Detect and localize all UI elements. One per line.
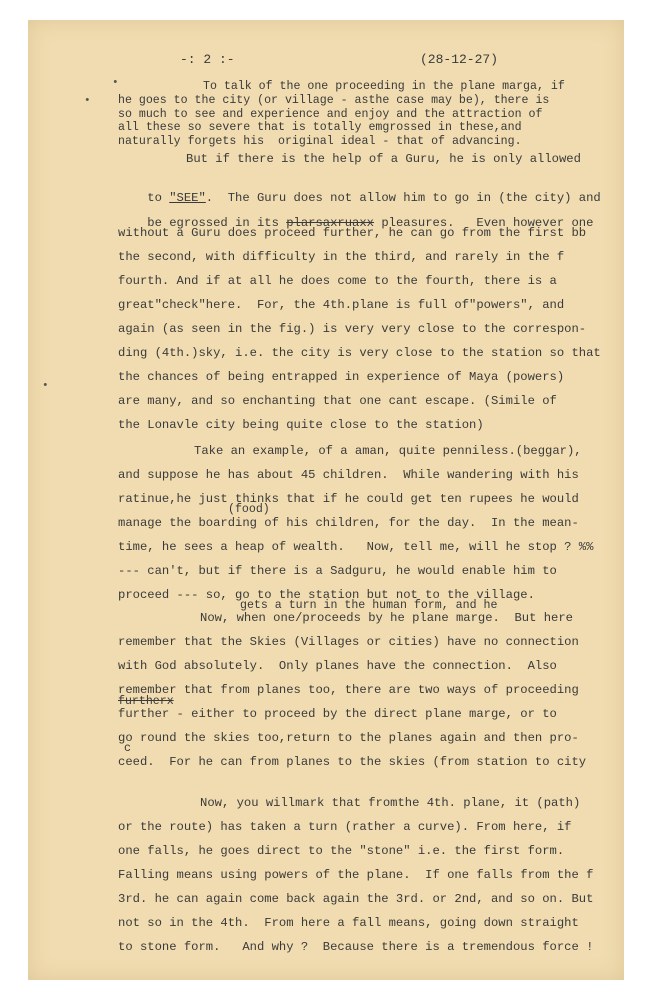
- insertion-food: (food): [228, 503, 270, 516]
- para3-line: and suppose he has about 45 children. While wandering with his: [118, 468, 579, 482]
- para2-line: fourth. And if at all he does come to the fourth, there is a: [118, 274, 557, 288]
- para3-line: proceed --- so, go to the station but not to the village.: [118, 588, 535, 602]
- para2-line: the chances of being entrapped in experience of Maya (powers): [118, 370, 565, 384]
- para1-line: all these so severe that is totally emgrossed in these,and: [118, 121, 522, 134]
- para2-line: great"check"here. For, the 4th.plane is full of"powers", and: [118, 298, 565, 312]
- para3-line: manage the boarding of his children, for the day. In the mean-: [118, 516, 579, 530]
- para2-line: again (as seen in the fig.) is very very close to the correspon-: [118, 322, 587, 336]
- para3-line: Take an example, of a aman, quite penniless.(beggar),: [194, 444, 582, 458]
- para2-line: are many, and so enchanting that one cant escape. (Simile of: [118, 394, 557, 408]
- insertion-c: c: [124, 742, 131, 755]
- para4-line: further - either to proceed by the direct plane marge, or to: [118, 707, 557, 721]
- para4-line: ceed. For he can from planes to the skies (from station to city: [118, 755, 587, 769]
- para5-line: or the route) has taken a turn (rather a curve). From here, if: [118, 820, 572, 834]
- para4-line: Now, when one/proceeds by he plane marge. But here: [200, 611, 573, 625]
- margin-mark: •: [84, 95, 91, 107]
- para2-line: without a Guru does proceed further, he can go from the first bb: [118, 226, 587, 240]
- para5-line: one falls, he goes direct to the "stone" i.e. the first form.: [118, 844, 565, 858]
- para1-line: he goes to the city (or village - asthe case may be), there is: [118, 94, 550, 107]
- para2-text: to: [147, 191, 170, 205]
- para5-line: 3rd. he can again come back again the 3rd. or 2nd, and so on. But: [118, 892, 594, 906]
- para1-line: so much to see and experience and enjoy and the attraction of: [118, 108, 543, 121]
- para3-line: --- can't, but if there is a Sadguru, he would enable him to: [118, 564, 557, 578]
- para5-line: Now, you willmark that fromthe 4th. plane, it (path): [200, 796, 581, 810]
- para2-text: be egrossed in its: [147, 216, 287, 230]
- para5-line: not so in the 4th. From here a fall means, going down straight: [118, 916, 579, 930]
- para2-text: . The Guru does not allow him to go in (the city) and: [205, 191, 601, 205]
- para2-line: But if there is the help of a Guru, he is only allowed: [186, 152, 581, 166]
- para4-line: go round the skies too,return to the planes again and then pro-: [118, 731, 579, 745]
- page-date: (28-12-27): [420, 52, 499, 67]
- para2-text: pleasures. Even however one: [374, 216, 594, 230]
- para4-line: remember that the Skies (Villages or cities) have no connection: [118, 635, 579, 649]
- para2-line: the Lonavle city being quite close to the station): [118, 418, 484, 432]
- typewritten-page: [28, 20, 624, 980]
- struck-word: plarsaxruaxx: [286, 216, 374, 230]
- para1-line: naturally forgets his original ideal - that of advancing.: [118, 135, 522, 148]
- insertion-line: gets a turn in the human form, and he: [240, 599, 498, 612]
- struck-insertion: furtherx: [118, 695, 174, 708]
- para2-line: ding (4th.)sky, i.e. the city is very close to the station so that: [118, 346, 601, 360]
- para4-line: with God absolutely. Only planes have the connection. Also: [118, 659, 557, 673]
- para3-line: ratinue,he just thinks that if he could get ten rupees he would: [118, 492, 579, 506]
- para2-line: the second, with difficulty in the third, and rarely in the f: [118, 250, 565, 264]
- margin-mark: •: [112, 77, 119, 89]
- margin-mark: •: [42, 380, 49, 392]
- see-emphasis: "SEE": [169, 191, 206, 205]
- page-number: -: 2 :-: [180, 52, 235, 67]
- para3-line: time, he sees a heap of wealth. Now, tell me, will he stop ? %%: [118, 540, 594, 554]
- para4-line: remember that from planes too, there are two ways of proceeding: [118, 683, 579, 697]
- para5-line: Falling means using powers of the plane. If one falls from the f: [118, 868, 594, 882]
- para1-line: To talk of the one proceeding in the plane marga, if: [203, 80, 565, 93]
- para5-line: to stone form. And why ? Because there is a tremendous force !: [118, 940, 594, 954]
